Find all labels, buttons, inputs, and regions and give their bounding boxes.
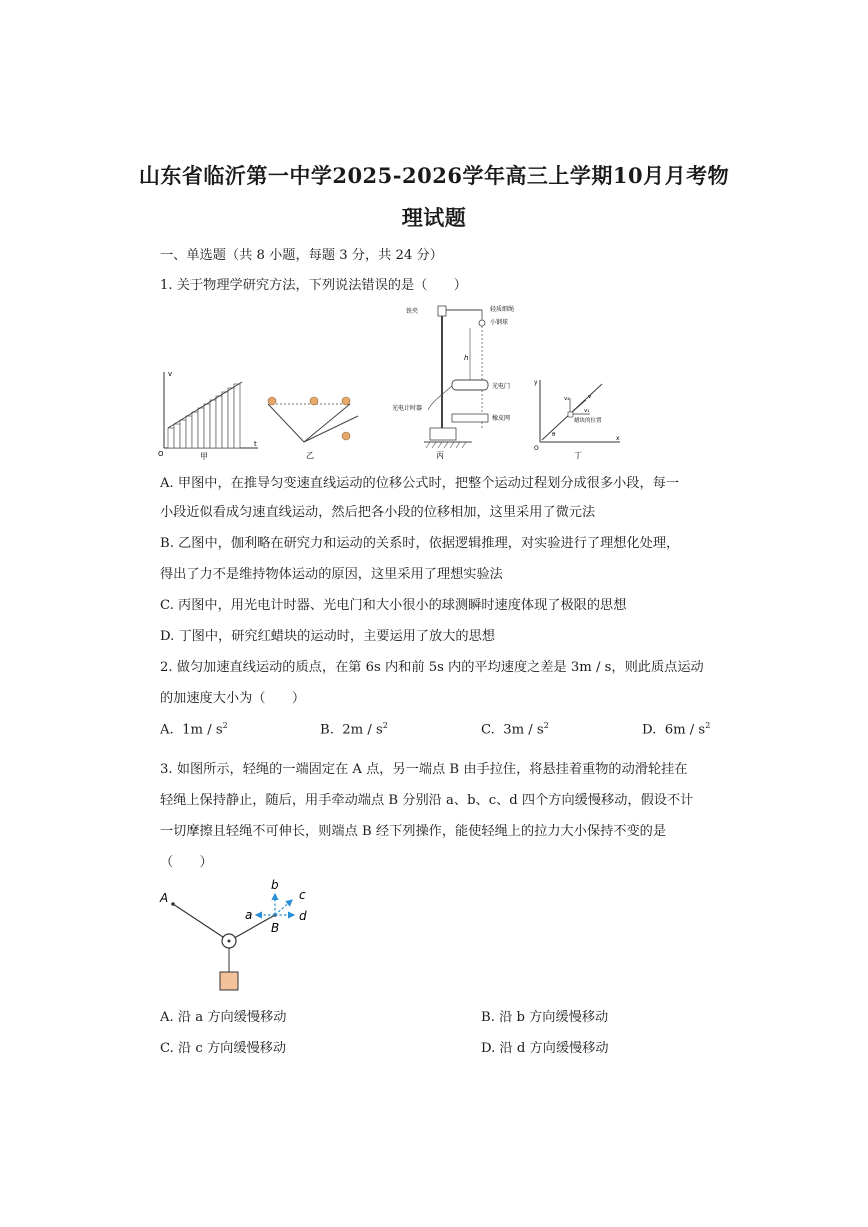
svg-text:θ: θ — [552, 432, 556, 438]
svg-text:t: t — [254, 440, 257, 448]
label-clamp: 铁夹 — [406, 308, 419, 315]
ball-2 — [310, 397, 318, 405]
q3-pulley-figure — [158, 872, 318, 998]
q1-option-b-line-2: 得出了力不是维持物体运动的原因，这里采用了理想实验法 — [160, 567, 503, 582]
q2-option-a: A. $1m / s^2$ — [160, 721, 228, 738]
origin-label: O — [158, 450, 164, 458]
label-net: 橡皮网 — [492, 415, 511, 422]
q3-stem-line-3: 一切摩擦且轻绳不可伸长，则端点 B 经下列操作，能使轻绳上的拉力大小保持不变的是 — [160, 824, 667, 839]
q1-option-b-line-1: B. 乙图中，伽利略在研究力和运动的关系时，依据逻辑推理，对实验进行了理想化处理， — [160, 536, 680, 551]
label-B: B — [271, 921, 280, 935]
q3-option-a: A. 沿 a 方向缓慢移动 — [160, 1010, 287, 1025]
label-c: c — [299, 888, 306, 902]
q2-option-c: C. $3m / s^2$ — [481, 721, 549, 738]
q1-option-c: C. 丙图中，用光电计时器、光电门和大小很小的球测瞬时速度体现了极限的思想 — [160, 598, 627, 613]
q3-stem-line-4: （ ） — [160, 855, 213, 870]
figure-yi-caption: 乙 — [306, 451, 314, 460]
label-ball: 小钢球 — [490, 319, 509, 326]
figure-bing-photogate-apparatus — [392, 302, 542, 460]
ball-1 — [268, 397, 276, 405]
page-title-line-1: 山东省临沂第一中学2025-2026学年高三上学期10月月考物 — [138, 163, 730, 188]
rope-left — [173, 904, 229, 941]
q3-option-b: B. 沿 b 方向缓慢移动 — [481, 1010, 609, 1025]
label-A: A — [160, 891, 169, 905]
label-a: a — [245, 908, 253, 922]
q2-stem-line-1: 2. 做匀加速直线运动的质点，在第 6s 内和前 5s 内的平均速度之差是 3m / s，则此质点运动 — [160, 660, 704, 675]
figure-bing-caption: 丙 — [436, 451, 444, 460]
label-wax-position: 蜡块的位置 — [574, 418, 602, 424]
figure-ding-caption: 丁 — [574, 451, 582, 460]
q3-stem-line-2: 轻绳上保持静止，随后，用手牵动端点 B 分别沿 a、b、c、d 四个方向缓慢移动，假设不计 — [160, 793, 694, 808]
arrow-c — [275, 900, 292, 915]
ball-3 — [342, 397, 350, 405]
figure-ding-motion-graph — [532, 376, 624, 462]
q1-option-a-line-2: 小段近似看成匀速直线运动，然后把各小段的位移相加，这里采用了微元法 — [160, 505, 596, 520]
label-photogate: 光电门 — [492, 383, 511, 390]
figure-jia-vt-graph — [158, 368, 260, 460]
label-d: d — [299, 909, 307, 923]
figure-yi-ramps — [262, 394, 364, 460]
page-title-line-2: 理试题 — [401, 205, 467, 230]
svg-text:v₂: v₂ — [564, 396, 570, 402]
label-string: 轻质细绳 — [490, 306, 515, 313]
q3-option-c: C. 沿 c 方向缓慢移动 — [160, 1041, 287, 1056]
q1-stem: 1. 关于物理学研究方法，下列说法错误的是（ ） — [160, 278, 467, 293]
section-heading: 一、单选题（共 8 小题，每题 3 分，共 24 分） — [160, 248, 443, 263]
point-a — [171, 902, 175, 906]
svg-text:O: O — [534, 445, 539, 452]
q1-option-d: D. 丁图中，研究红蜡块的运动时，主要运用了放大的思想 — [160, 629, 495, 644]
q3-stem-line-1: 3. 如图所示，轻绳的一端固定在 A 点，另一端点 B 由手拉住，将悬挂着重物的动滑轮挂在 — [160, 762, 688, 777]
q1-option-a-line-1: A. 甲图中，在推导匀变速直线运动的位移公式时，把整个运动过程划分成很多小段，每一 — [160, 476, 680, 491]
ball-4 — [342, 432, 350, 440]
label-b: b — [271, 878, 279, 892]
label-timer: 光电计时器 — [392, 405, 423, 412]
q2-option-b: B. $2m / s^2$ — [320, 721, 388, 738]
svg-text:v: v — [588, 394, 592, 400]
svg-text:x: x — [616, 435, 620, 442]
svg-text:v₁: v₁ — [584, 408, 590, 414]
q2-option-d: D. $6m / s^2$ — [642, 721, 711, 738]
figure-jia-caption: 甲 — [200, 452, 208, 460]
hanging-weight — [220, 972, 238, 990]
label-h: h — [464, 354, 469, 362]
q2-stem-line-2: 的加速度大小为（ ） — [160, 691, 306, 706]
svg-text:y: y — [534, 379, 538, 386]
q3-option-d: D. 沿 d 方向缓慢移动 — [481, 1041, 609, 1056]
svg-text:v: v — [168, 370, 173, 378]
